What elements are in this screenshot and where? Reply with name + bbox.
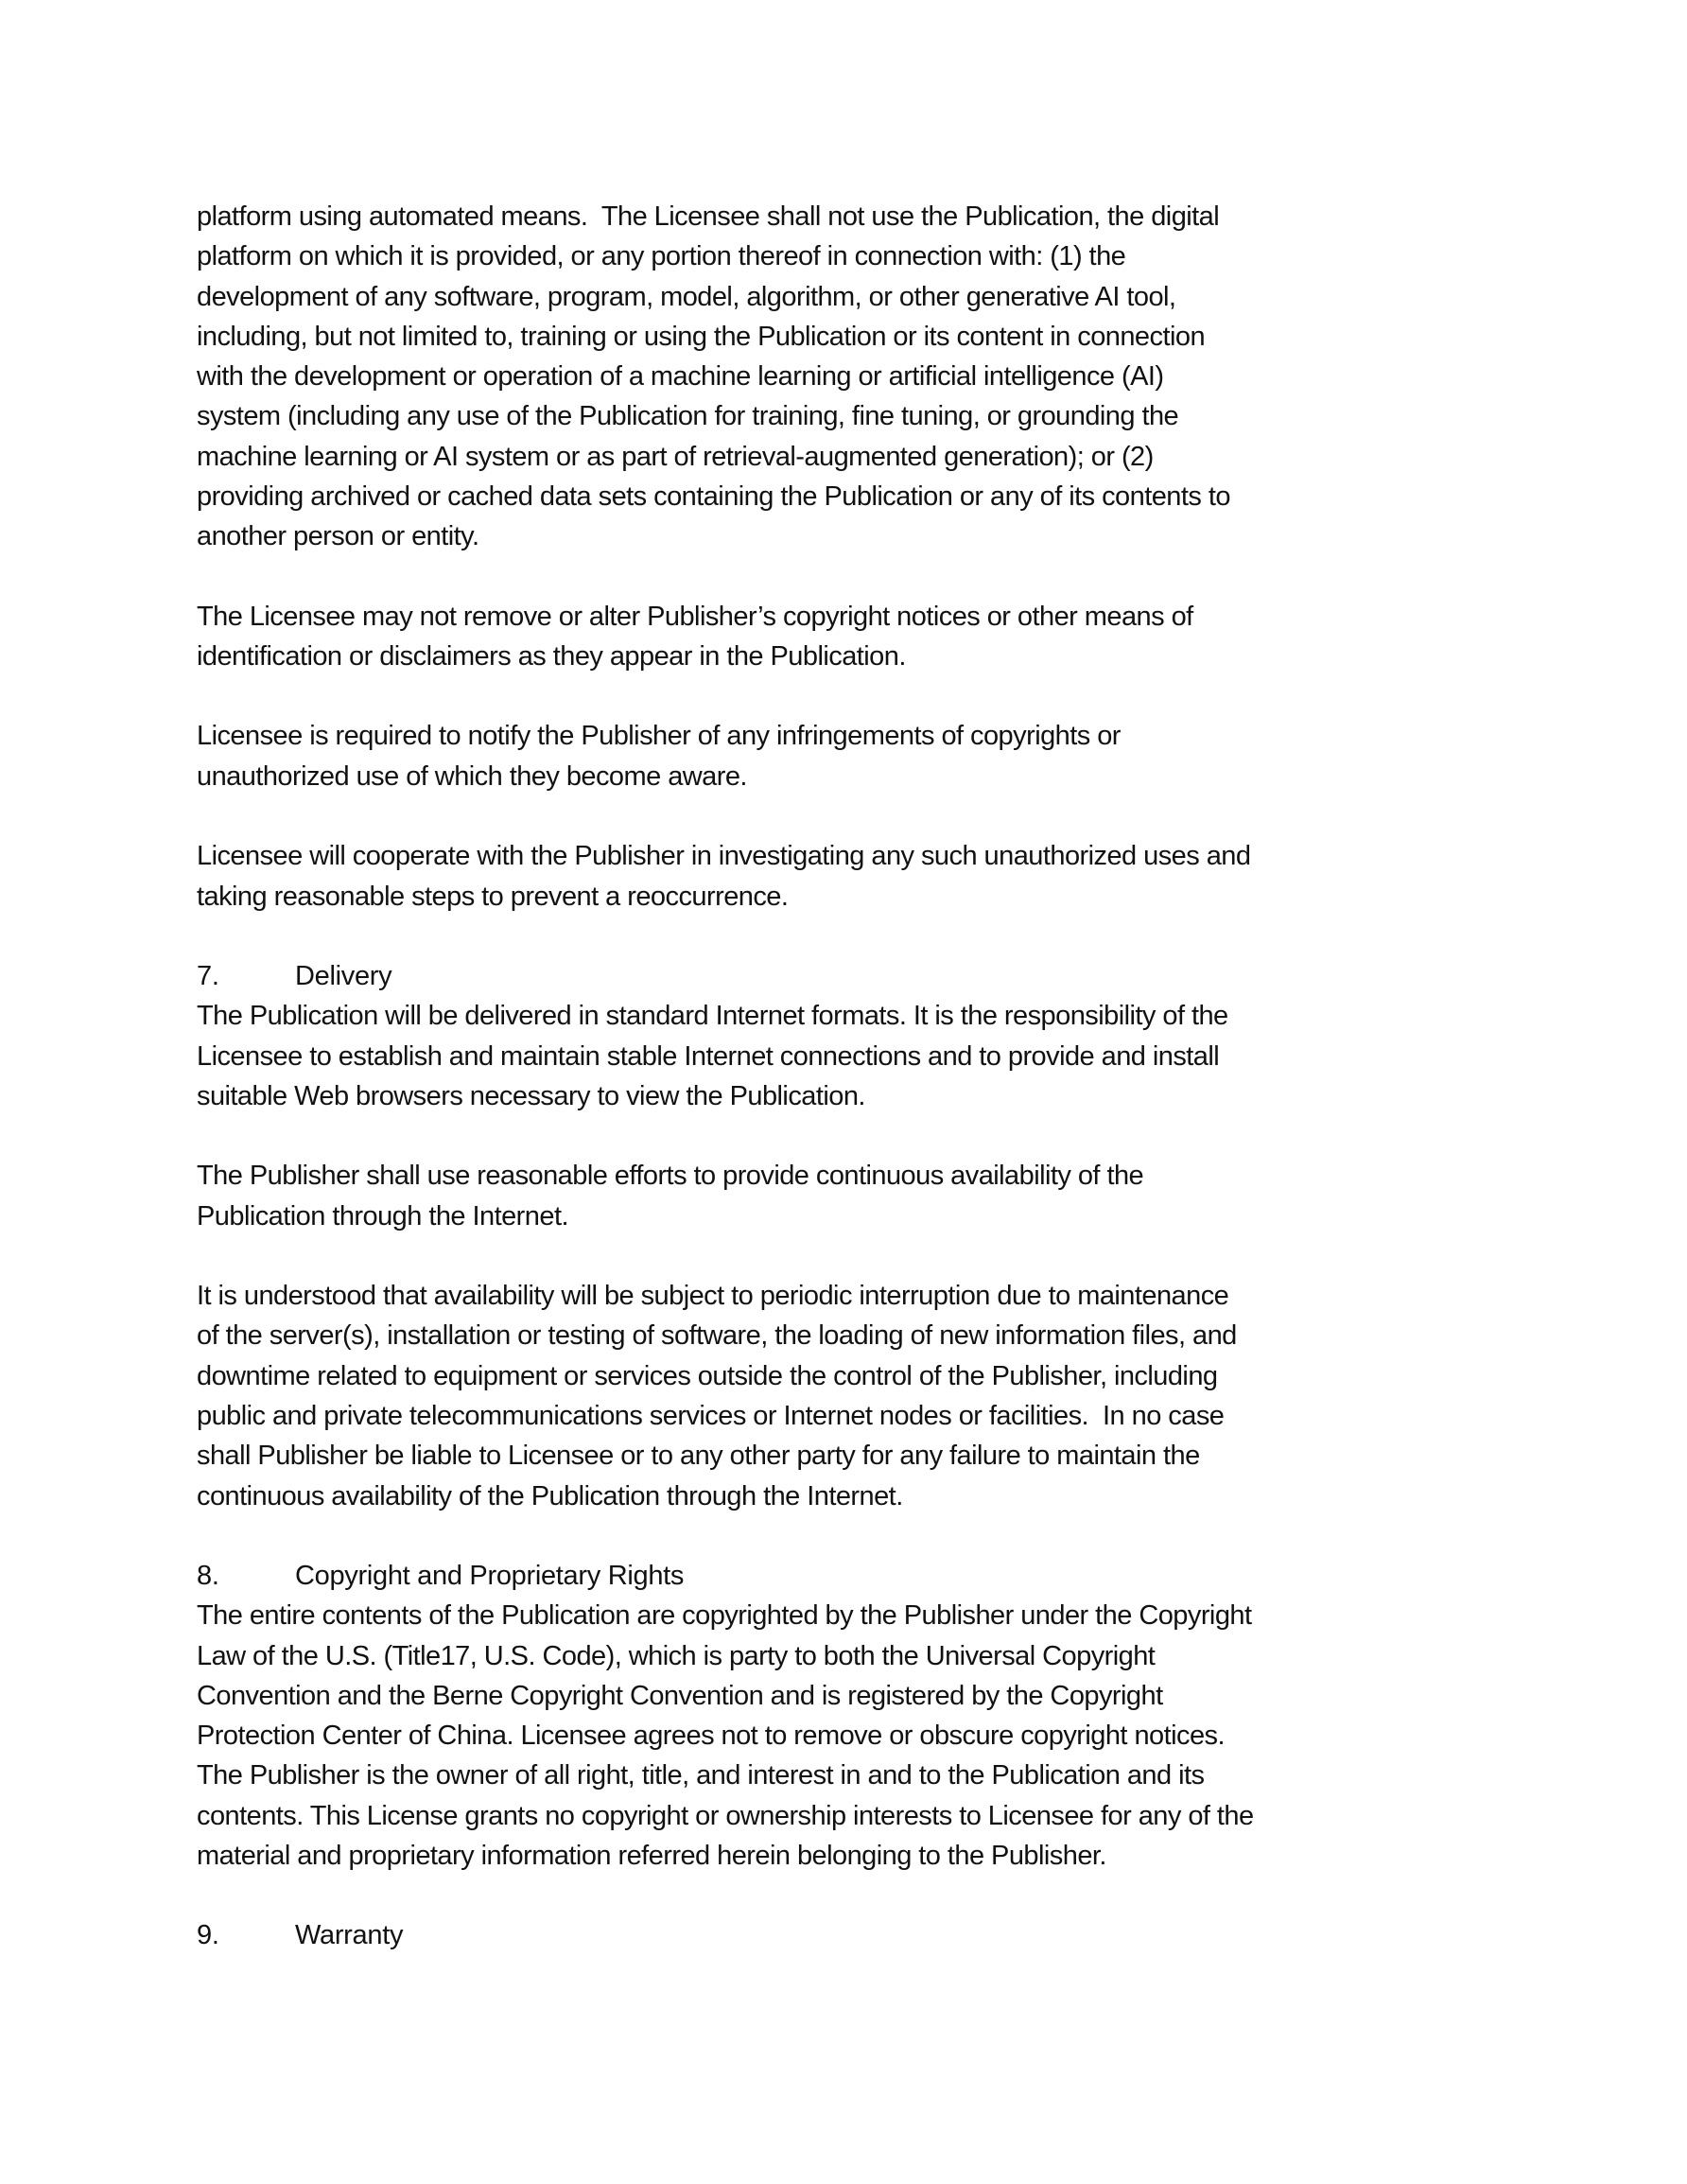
text-line: including, but not limited to, training or using the Publication or its content in connection [197,321,1206,352]
text-line: Publication through the Internet. [197,1200,568,1232]
text-line: The Publisher is the owner of all right, title, and interest in and to the Publication and its [197,1760,1205,1791]
text-line: The Publisher shall use reasonable efforts to provide continuous availability of the [197,1161,1144,1192]
paragraph-spacer [197,1236,1502,1276]
text-line: unauthorized use of which they become aware. [197,760,747,792]
text-line: system (including any use of the Publication for training, fine tuning, or grounding the [197,401,1179,432]
text-line: machine learning or AI system or as part of retrieval-augmented generation); or (2) [197,441,1154,472]
section-heading-warranty [197,1915,1502,1955]
text-line: with the development or operation of a machine learning or artificial intelligence (AI) [197,361,1164,393]
paragraph-interruption [197,1276,1502,1516]
paragraph-copyright-notices [197,597,1502,677]
text-line: of the server(s), installation or testing of software, the loading of new information files, and [197,1320,1237,1352]
text-line: downtime related to equipment or services outside the control of the Publisher, including [197,1360,1218,1391]
text-line: material and proprietary information referred herein belonging to the Publisher. [197,1840,1106,1871]
paragraph-spacer [197,556,1502,596]
text-line: The Publication will be delivered in standard Internet formats. It is the responsibility of the [197,1001,1228,1032]
text-line: Licensee is required to notify the Publisher of any infringements of copyrights or [197,721,1121,752]
section-title: Copyright and Proprietary Rights [295,1561,685,1592]
paragraph-copyright-contents [197,1596,1502,1876]
text-line: shall Publisher be liable to Licensee or to any other party for any failure to maintain the [197,1441,1200,1472]
paragraph-notify-infringements [197,716,1502,796]
text-line: Law of the U.S. (Title17, U.S. Code), which is party to both the Universal Copyright [197,1640,1156,1671]
paragraph-cooperate [197,836,1502,917]
text-line: platform using automated means. The Licensee shall not use the Publication, the digital [197,201,1220,232]
paragraph-spacer [197,1516,1502,1556]
text-line: Licensee to establish and maintain stable Internet connections and to provide and install [197,1040,1220,1072]
text-line: The Licensee may not remove or alter Publisher’s copyright notices or other means of [197,601,1193,632]
paragraph-availability-efforts [197,1156,1502,1236]
section-heading-delivery [197,956,1502,996]
paragraph-automated-use-restriction [197,197,1502,556]
text-line: platform on which it is provided, or any portion thereof in connection with: (1) the [197,241,1126,272]
text-line: development of any software, program, model, algorithm, or other generative AI tool, [197,281,1176,312]
text-line: continuous availability of the Publication through the Internet. [197,1480,903,1511]
section-title: Delivery [295,961,392,992]
text-line: another person or entity. [197,521,479,552]
section-heading-copyright [197,1556,1502,1596]
paragraph-spacer [197,676,1502,716]
text-line: Convention and the Berne Copyright Convention and is registered by the Copyright [197,1680,1163,1711]
paragraph-delivery-formats [197,996,1502,1116]
paragraph-spacer [197,1876,1502,1915]
document-body [197,197,1502,1956]
text-line: identification or disclaimers as they appear in the Publication. [197,640,906,672]
paragraph-spacer [197,796,1502,836]
text-line: providing archived or cached data sets containing the Publication or any of its contents to [197,480,1230,512]
section-number: 9. [197,1920,219,1951]
text-line: It is understood that availability will be subject to periodic interruption due to maintenance [197,1281,1229,1312]
text-line: public and private telecommunications services or Internet nodes or facilities. In no case [197,1400,1225,1431]
paragraph-spacer [197,917,1502,956]
text-line: taking reasonable steps to prevent a reoccurrence. [197,881,789,912]
text-line: Licensee will cooperate with the Publisher in investigating any such unauthorized uses and [197,841,1251,872]
paragraph-spacer [197,1116,1502,1156]
section-number: 8. [197,1561,219,1592]
text-line: Protection Center of China. Licensee agrees not to remove or obscure copyright notices. [197,1721,1225,1752]
section-title: Warranty [295,1920,404,1951]
text-line: The entire contents of the Publication are copyrighted by the Publisher under the Copyright [197,1600,1252,1632]
text-line: contents. This License grants no copyright or ownership interests to Licensee for any of the [197,1800,1254,1831]
text-line: suitable Web browsers necessary to view the Publication. [197,1080,865,1111]
section-number: 7. [197,961,219,992]
